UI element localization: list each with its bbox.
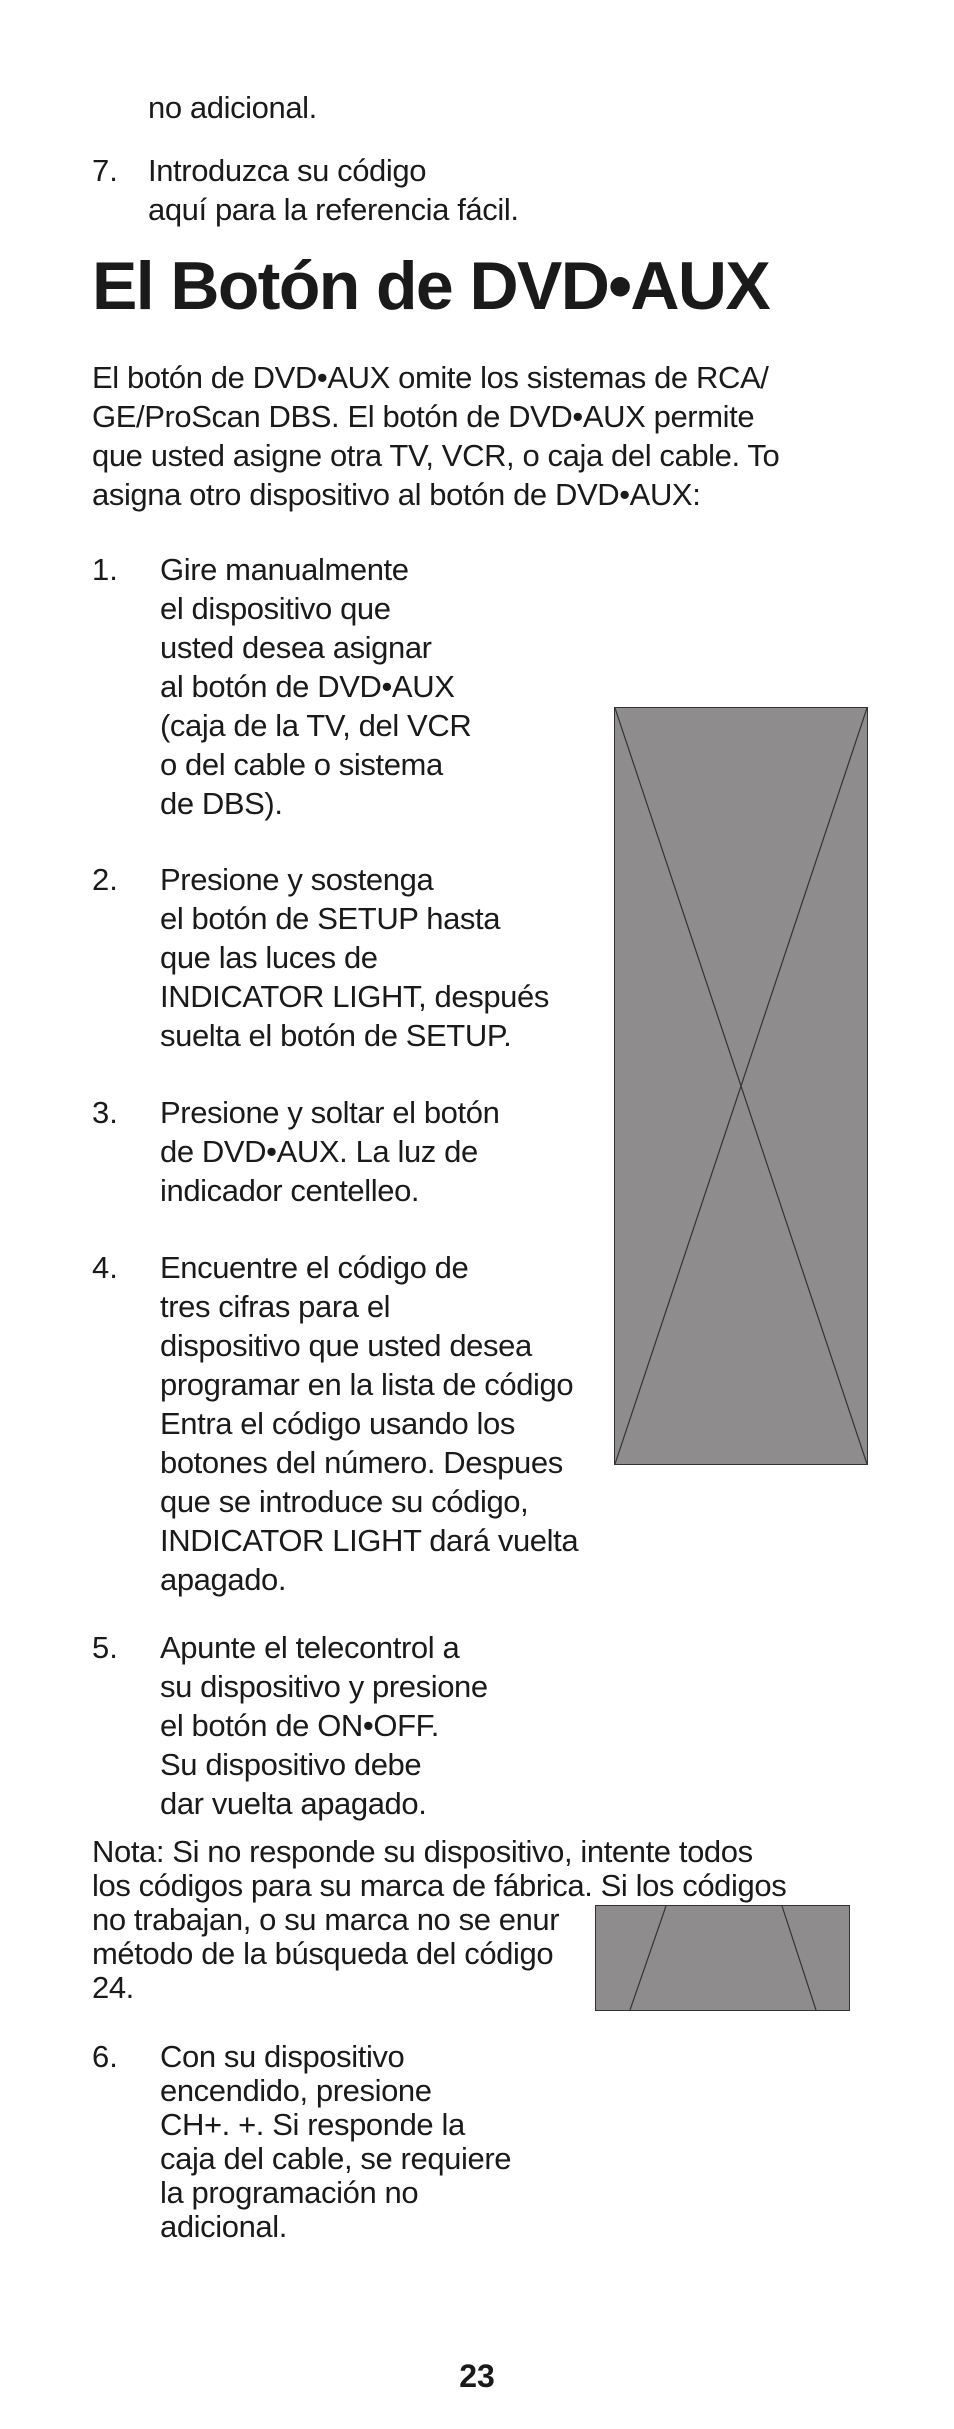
continued-line: no adicional. <box>148 90 317 125</box>
step-3-number: 3. <box>92 1095 118 1130</box>
step-4-text: Encuentre el código de tres cifras para el dispositivo que usted desea programar en la lista de código Entra el código usando los botones del número. Despues que se introduce su código, INDICATOR LIGHT dará vuelta apagado. <box>160 1250 579 1597</box>
note-paragraph: Nota: Si no responde su dispositivo, intente todos los códigos para su marca de fábrica. Si los códigos no trabajan, o su marca no se enur método de la búsqueda del código 24. <box>92 1834 787 2005</box>
step-1-number: 1. <box>92 552 118 587</box>
step-1-text: Gire manualmente el dispositivo que usted desea asignar al botón de DVD•AUX (caja de la TV, del VCR o del cable o sistema de DBS). <box>160 552 472 821</box>
image-placeholder-large <box>614 707 868 1465</box>
image-placeholder-small <box>595 1905 850 2011</box>
step-7-text: Introduzca su código aquí para la referencia fácil. <box>148 153 519 227</box>
page-number: 23 <box>459 2358 495 2394</box>
step-2-number: 2. <box>92 862 118 897</box>
step-5-number: 5. <box>92 1630 118 1665</box>
intro-paragraph: El botón de DVD•AUX omite los sistemas de RCA/ GE/ProScan DBS. El botón de DVD•AUX permite que usted asigne otra TV, VCR, o caja del cable. To asigna otro dispositivo al botón de DVD•AUX: <box>92 360 780 512</box>
placeholder-cross-icon <box>615 708 867 1464</box>
placeholder-cross-icon <box>596 1906 849 2010</box>
step-2-text: Presione y sostenga el botón de SETUP hasta que las luces de INDICATOR LIGHT, después suelta el botón de SETUP. <box>160 862 549 1053</box>
section-heading: El Botón de DVD•AUX <box>92 248 770 324</box>
step-3-text: Presione y soltar el botón de DVD•AUX. La luz de indicador centelleo. <box>160 1095 500 1208</box>
step-4-number: 4. <box>92 1250 118 1285</box>
step-6-text: Con su dispositivo encendido, presione CH+. +. Si responde la caja del cable, se requiere la programación no adicional. <box>160 2039 512 2244</box>
step-6-number: 6. <box>92 2039 118 2074</box>
step-5-text: Apunte el telecontrol a su dispositivo y presione el botón de ON•OFF. Su dispositivo debe dar vuelta apagado. <box>160 1630 488 1821</box>
step-7-number: 7. <box>92 153 118 188</box>
